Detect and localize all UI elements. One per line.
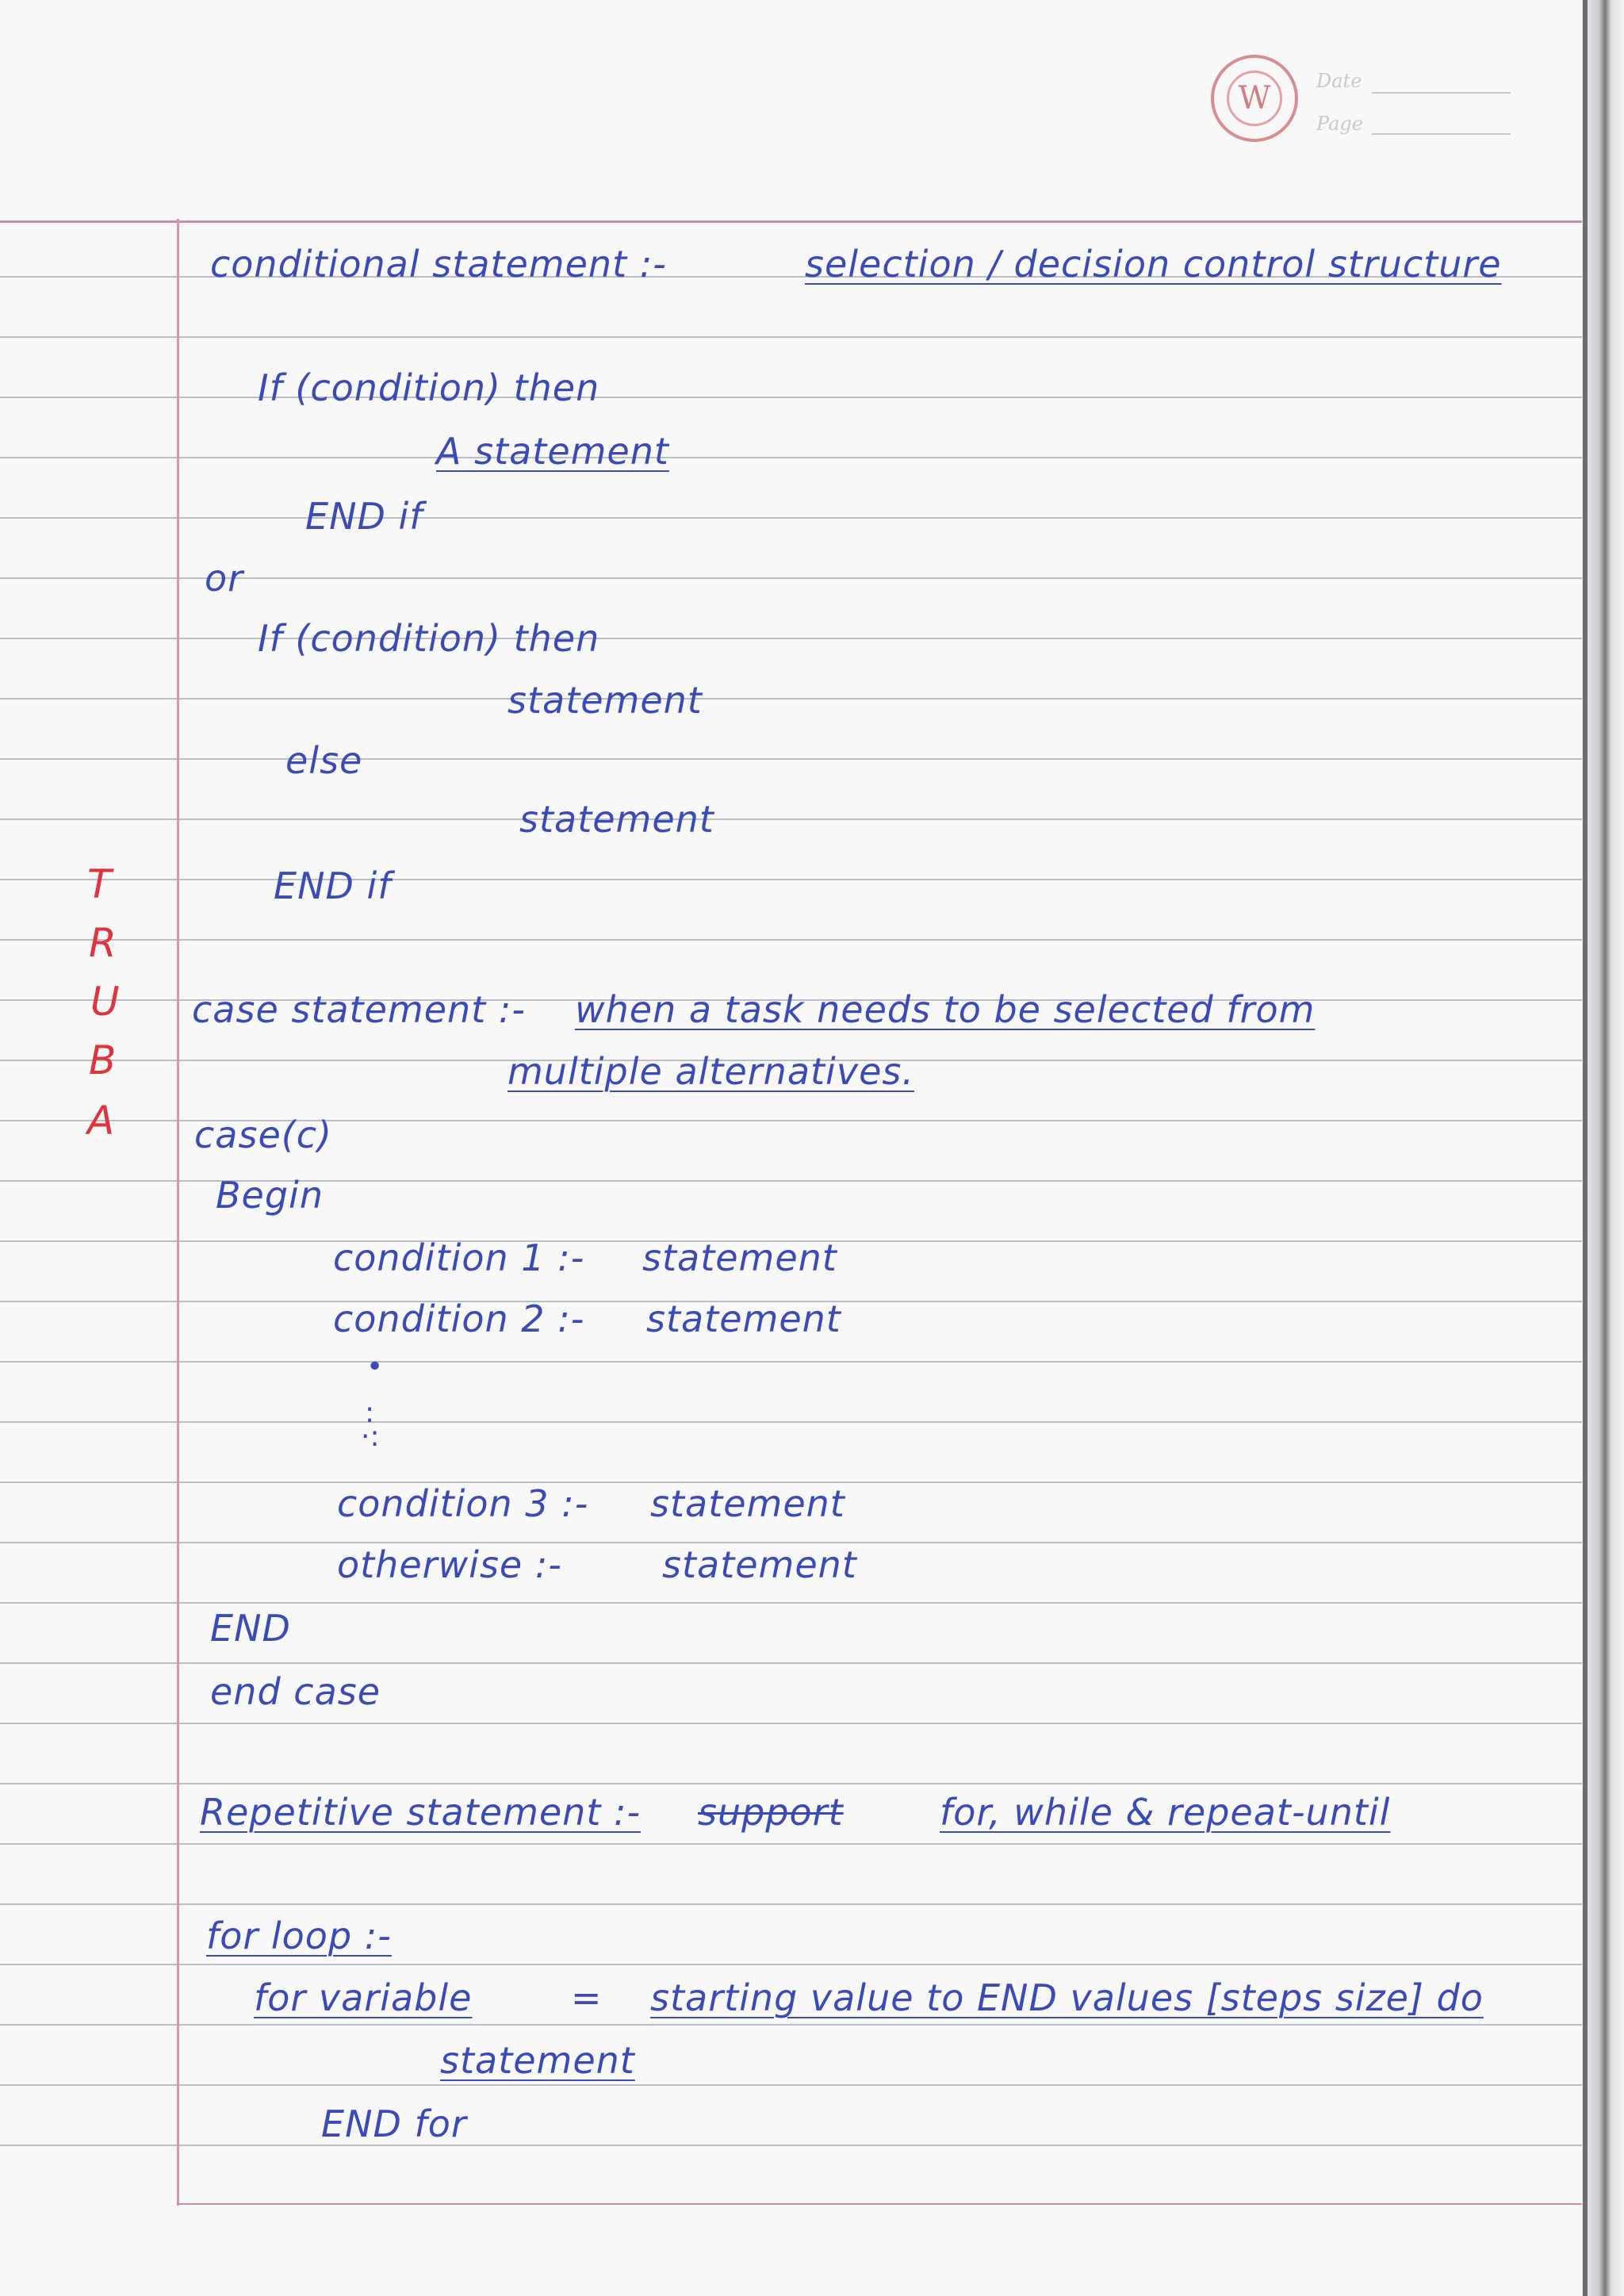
page-binding: [1582, 0, 1624, 2296]
if2-end: END if: [274, 864, 392, 907]
header-rule: [0, 220, 1594, 223]
margin-letter-b: B: [89, 1037, 117, 1083]
bottom-rule: [177, 2203, 1594, 2205]
if2-line2: statement: [508, 679, 703, 722]
page-header-area: [0, 0, 1624, 219]
condition2-statement: statement: [646, 1297, 841, 1340]
date-label: Date: [1316, 70, 1362, 92]
conditional-description: selection / decision control structure: [805, 243, 1502, 286]
or-label: or: [205, 557, 244, 600]
if1-line2: A statement: [436, 430, 669, 473]
otherwise-statement: statement: [662, 1543, 857, 1586]
case-description-line1: when a task needs to be selected from: [575, 988, 1316, 1031]
for-end: END for: [321, 2102, 467, 2145]
if2-line3: statement: [519, 798, 714, 841]
margin-letter-a: A: [87, 1098, 115, 1144]
condition3-label: condition 3 :-: [337, 1482, 589, 1525]
margin-letter-t: T: [87, 861, 112, 907]
for-line1-range: starting value to END values [steps size] do: [650, 1976, 1484, 2019]
repetitive-struck-word: support: [698, 1791, 844, 1834]
for-line2-statement: statement: [440, 2039, 635, 2082]
logo-letter: W: [1227, 71, 1282, 126]
margin-letter-r: R: [89, 920, 117, 966]
condition1-statement: statement: [642, 1236, 837, 1279]
ellipsis-dot-2: :: [365, 1397, 375, 1429]
ellipsis-dot-3: ·:: [361, 1420, 380, 1453]
end-label: END: [210, 1607, 291, 1650]
ellipsis-dot-1: •: [366, 1351, 384, 1383]
begin-label: Begin: [216, 1174, 324, 1217]
case-heading: case statement :-: [192, 988, 526, 1031]
page-binding-edge: [1583, 0, 1588, 2296]
condition2-label: condition 2 :-: [333, 1297, 585, 1340]
otherwise-label: otherwise :-: [337, 1543, 562, 1586]
repetitive-heading: Repetitive statement :-: [200, 1791, 642, 1834]
if1-line3: END if: [305, 495, 423, 538]
repetitive-description: for, while & repeat-until: [940, 1791, 1391, 1834]
case-c: case(c): [194, 1114, 332, 1156]
for-line1-equals: =: [571, 1976, 603, 2019]
end-case-label: end case: [210, 1670, 381, 1713]
margin-letter-u: U: [90, 979, 120, 1025]
page-line: [1372, 133, 1511, 135]
case-description-line2: multiple alternatives.: [508, 1050, 914, 1093]
if2-else: else: [285, 739, 363, 782]
margin-rule: [177, 219, 179, 2206]
conditional-heading: conditional statement :-: [210, 243, 667, 286]
if1-line1: If (condition) then: [258, 366, 600, 409]
if2-line1: If (condition) then: [258, 617, 600, 660]
for-loop-heading: for loop :-: [206, 1915, 392, 1957]
page-label: Page: [1316, 113, 1363, 135]
for-line1-variable: for variable: [254, 1976, 473, 2019]
condition1-label: condition 1 :-: [333, 1236, 585, 1279]
condition3-statement: statement: [650, 1482, 845, 1525]
notebook-logo: [1211, 55, 1298, 142]
date-line: [1372, 92, 1511, 94]
